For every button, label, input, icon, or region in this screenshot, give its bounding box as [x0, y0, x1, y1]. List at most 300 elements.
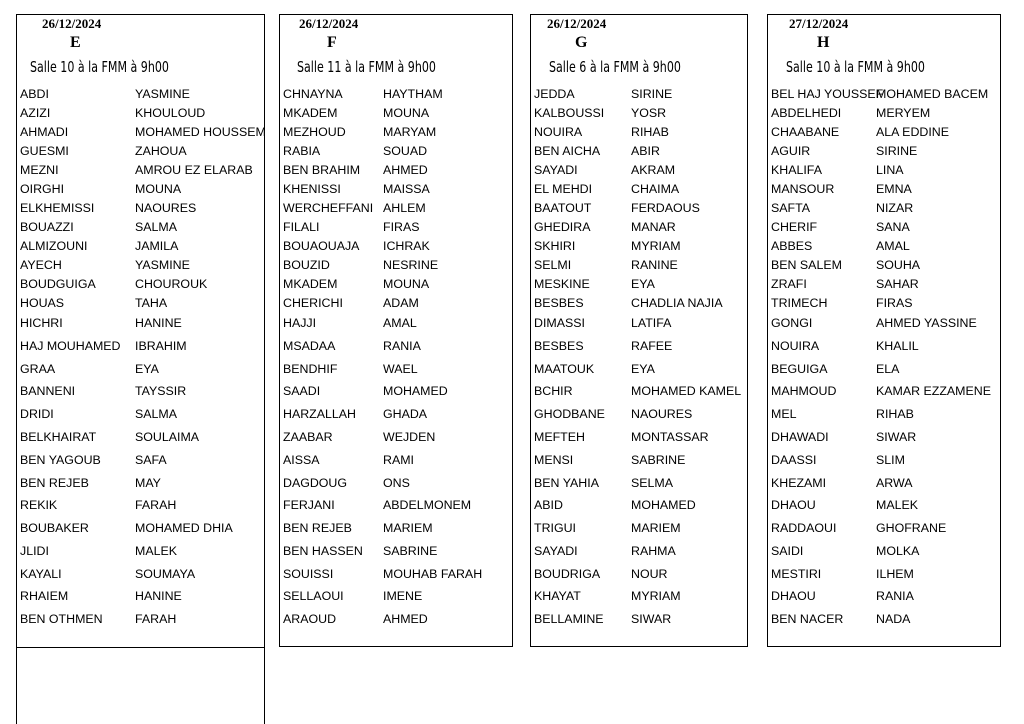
first-name: MALEK — [876, 498, 919, 512]
first-name: SAHAR — [876, 277, 919, 291]
first-name: NADA — [876, 612, 911, 626]
first-name: KAMAR EZZAMENE — [876, 384, 991, 398]
first-name: ARWA — [876, 476, 913, 490]
student-row — [18, 407, 258, 423]
last-name: AHMADI — [20, 125, 69, 139]
last-name: ABDELHEDI — [771, 106, 842, 120]
first-name: MARIEM — [383, 521, 433, 535]
first-name: SELMA — [631, 476, 674, 490]
first-name: FARAH — [135, 498, 177, 512]
first-name: SIRINE — [876, 144, 918, 158]
last-name: BEN NACER — [771, 612, 844, 626]
student-row — [281, 201, 521, 217]
last-name: KHAYAT — [534, 589, 581, 603]
last-name: BOUAOUAJA — [283, 239, 360, 253]
student-row — [281, 544, 521, 560]
student-row — [769, 125, 1009, 141]
student-row — [769, 239, 1009, 255]
group-f-content — [281, 0, 521, 724]
first-name: AHMED — [383, 163, 428, 177]
student-row — [281, 125, 521, 141]
student-row — [18, 453, 258, 469]
first-name: MARIEM — [631, 521, 681, 535]
student-row — [281, 612, 521, 628]
last-name: BEN OTHMEN — [20, 612, 103, 626]
student-row — [532, 544, 772, 560]
first-name: IBRAHIM — [135, 339, 187, 353]
student-row — [281, 144, 521, 160]
room-label: Salle 10 à la FMM à 9h00 — [786, 58, 925, 76]
last-name: HICHRI — [20, 316, 63, 330]
first-name: MOUNA — [383, 277, 430, 291]
student-row — [532, 296, 772, 312]
student-row — [532, 362, 772, 378]
last-name: BELKHAIRAT — [20, 430, 97, 444]
last-name: SAFTA — [771, 201, 811, 215]
last-name: BESBES — [534, 339, 584, 353]
first-name: AKRAM — [631, 163, 676, 177]
first-name: RAFEE — [631, 339, 673, 353]
student-row — [532, 182, 772, 198]
last-name: SOUISSI — [283, 567, 334, 581]
last-name: SKHIRI — [534, 239, 576, 253]
student-row — [769, 339, 1009, 355]
student-row — [769, 258, 1009, 274]
first-name: FARAH — [135, 612, 177, 626]
student-row — [281, 384, 521, 400]
first-name: KHOULOUD — [135, 106, 206, 120]
student-row — [532, 589, 772, 605]
student-row — [18, 498, 258, 514]
student-row — [532, 384, 772, 400]
last-name: DIMASSI — [534, 316, 585, 330]
student-row — [532, 498, 772, 514]
group-e-content — [18, 0, 266, 724]
first-name: CHOUROUK — [135, 277, 208, 291]
first-name: RANIA — [876, 589, 914, 603]
first-name: SOUHA — [876, 258, 921, 272]
student-row — [281, 453, 521, 469]
first-name: SOUMAYA — [135, 567, 196, 581]
student-row — [532, 521, 772, 537]
first-name: RIHAB — [876, 407, 914, 421]
first-name: WEJDEN — [383, 430, 436, 444]
student-row — [281, 220, 521, 236]
student-row — [769, 498, 1009, 514]
last-name: MEZHOUD — [283, 125, 346, 139]
first-name: ZAHOUA — [135, 144, 187, 158]
last-name: KHALIFA — [771, 163, 822, 177]
last-name: BAATOUT — [534, 201, 592, 215]
first-name: WAEL — [383, 362, 418, 376]
student-row — [769, 589, 1009, 605]
last-name: BEN HASSEN — [283, 544, 363, 558]
first-name: SOULAIMA — [135, 430, 200, 444]
last-name: GONGI — [771, 316, 813, 330]
student-row — [532, 453, 772, 469]
last-name: BANNENI — [20, 384, 76, 398]
last-name: GRAA — [20, 362, 56, 376]
last-name: AISSA — [283, 453, 320, 467]
student-row — [18, 339, 258, 355]
last-name: DHAWADI — [771, 430, 829, 444]
first-name: MOUNA — [383, 106, 430, 120]
student-row — [769, 612, 1009, 628]
room-label: Salle 10 à la FMM à 9h00 — [30, 58, 169, 76]
last-name: EL MEHDI — [534, 182, 593, 196]
student-row — [769, 296, 1009, 312]
first-name: NAOURES — [631, 407, 693, 421]
student-row — [769, 277, 1009, 293]
student-row — [18, 296, 258, 312]
last-name: KAYALI — [20, 567, 62, 581]
first-name: MOHAMED HOUSSEM — [135, 125, 266, 139]
first-name: MYRIAM — [631, 589, 681, 603]
first-name: YASMINE — [135, 258, 190, 272]
last-name: HAJ MOUHAMED — [20, 339, 121, 353]
last-name: GHODBANE — [534, 407, 605, 421]
student-row — [769, 476, 1009, 492]
last-name: MKADEM — [283, 277, 338, 291]
student-row — [532, 258, 772, 274]
first-name: GHADA — [383, 407, 428, 421]
last-name: DHAOU — [771, 498, 816, 512]
student-row — [18, 589, 258, 605]
last-name: SAADI — [283, 384, 321, 398]
last-name: AZIZI — [20, 106, 51, 120]
first-name: IMENE — [383, 589, 423, 603]
first-name: ONS — [383, 476, 410, 490]
student-row — [18, 544, 258, 560]
student-row — [532, 239, 772, 255]
first-name: NOUR — [631, 567, 668, 581]
student-row — [769, 407, 1009, 423]
first-name: ALA EDDINE — [876, 125, 949, 139]
last-name: HOUAS — [20, 296, 65, 310]
student-row — [18, 220, 258, 236]
student-row — [18, 163, 258, 179]
last-name: BELLAMINE — [534, 612, 604, 626]
student-row — [769, 430, 1009, 446]
last-name: WERCHEFFANI — [283, 201, 374, 215]
last-name: ABBES — [771, 239, 813, 253]
last-name: MENSI — [534, 453, 574, 467]
last-name: RHAIEM — [20, 589, 69, 603]
student-row — [281, 87, 521, 103]
first-name: MARYAM — [383, 125, 437, 139]
last-name: BEN YAHIA — [534, 476, 599, 490]
last-name: MESTIRI — [771, 567, 822, 581]
last-name: ELKHEMISSI — [20, 201, 95, 215]
last-name: ABID — [534, 498, 563, 512]
first-name: CHADLIA NAJIA — [631, 296, 723, 310]
student-row — [281, 362, 521, 378]
group-date: 26/12/2024 — [299, 16, 359, 31]
student-row — [18, 362, 258, 378]
first-name: MOUNA — [135, 182, 182, 196]
first-name: NESRINE — [383, 258, 439, 272]
first-name: AMROU EZ ELARAB — [135, 163, 253, 177]
room-label: Salle 6 à la FMM à 9h00 — [549, 58, 681, 76]
first-name: AHMED — [383, 612, 428, 626]
last-name: BEGUIGA — [771, 362, 828, 376]
last-name: BOUBAKER — [20, 521, 89, 535]
student-row — [18, 521, 258, 537]
first-name: HANINE — [135, 589, 182, 603]
student-row — [18, 182, 258, 198]
first-name: MAY — [135, 476, 161, 490]
first-name: ELA — [876, 362, 900, 376]
group-h-content — [769, 0, 1009, 724]
first-name: EMNA — [876, 182, 912, 196]
last-name: BOUAZZI — [20, 220, 74, 234]
group-date: 26/12/2024 — [42, 16, 102, 31]
student-row — [532, 201, 772, 217]
student-row — [18, 277, 258, 293]
last-name: SAYADI — [534, 544, 578, 558]
last-name: RABIA — [283, 144, 321, 158]
student-row — [532, 125, 772, 141]
student-row — [18, 316, 258, 332]
first-name: SABRINE — [631, 453, 686, 467]
student-row — [769, 316, 1009, 332]
student-row — [769, 453, 1009, 469]
student-row — [18, 476, 258, 492]
last-name: GUESMI — [20, 144, 69, 158]
first-name: MONTASSAR — [631, 430, 709, 444]
student-row — [532, 316, 772, 332]
student-row — [18, 567, 258, 583]
student-row — [532, 220, 772, 236]
last-name: SAIDI — [771, 544, 804, 558]
student-row — [769, 362, 1009, 378]
first-name: YASMINE — [135, 87, 190, 101]
last-name: SELMI — [534, 258, 572, 272]
student-row — [18, 106, 258, 122]
first-name: AMAL — [876, 239, 910, 253]
first-name: MOHAMED KAMEL — [631, 384, 742, 398]
student-row — [532, 144, 772, 160]
group-e-left-border — [16, 14, 17, 724]
first-name: FIRAS — [876, 296, 913, 310]
last-name: JEDDA — [534, 87, 575, 101]
last-name: KHEZAMI — [771, 476, 827, 490]
first-name: RANIA — [383, 339, 421, 353]
last-name: BEN AICHA — [534, 144, 601, 158]
student-row — [18, 612, 258, 628]
first-name: RIHAB — [631, 125, 669, 139]
first-name: MOUHAB FARAH — [383, 567, 483, 581]
last-name: MANSOUR — [771, 182, 835, 196]
room-label: Salle 11 à la FMM à 9h00 — [297, 58, 436, 76]
student-row — [281, 277, 521, 293]
first-name: SIWAR — [631, 612, 672, 626]
last-name: CHAABANE — [771, 125, 840, 139]
student-row — [532, 106, 772, 122]
last-name: ZRAFI — [771, 277, 807, 291]
first-name: SAFA — [135, 453, 167, 467]
student-row — [281, 316, 521, 332]
last-name: ABDI — [20, 87, 49, 101]
first-name: AMAL — [383, 316, 417, 330]
student-row — [18, 258, 258, 274]
last-name: ZAABAR — [283, 430, 333, 444]
last-name: SELLAOUI — [283, 589, 344, 603]
first-name: SIRINE — [631, 87, 673, 101]
last-name: BEN BRAHIM — [283, 163, 361, 177]
student-row — [281, 163, 521, 179]
last-name: SAYADI — [534, 163, 578, 177]
last-name: REKIK — [20, 498, 58, 512]
last-name: HARZALLAH — [283, 407, 356, 421]
first-name: RAMI — [383, 453, 414, 467]
student-row — [281, 589, 521, 605]
last-name: AYECH — [20, 258, 62, 272]
student-row — [769, 163, 1009, 179]
last-name: NOUIRA — [771, 339, 820, 353]
first-name: ILHEM — [876, 567, 914, 581]
student-row — [18, 144, 258, 160]
student-row — [532, 87, 772, 103]
last-name: BEN SALEM — [771, 258, 842, 272]
last-name: MKADEM — [283, 106, 338, 120]
last-name: AGUIR — [771, 144, 811, 158]
first-name: AHMED YASSINE — [876, 316, 977, 330]
last-name: FERJANI — [283, 498, 335, 512]
student-row — [769, 544, 1009, 560]
first-name: RANINE — [631, 258, 678, 272]
first-name: LINA — [876, 163, 904, 177]
student-row — [532, 430, 772, 446]
first-name: TAHA — [135, 296, 168, 310]
last-name: DHAOU — [771, 589, 816, 603]
student-row — [281, 521, 521, 537]
student-row — [769, 182, 1009, 198]
student-row — [281, 476, 521, 492]
last-name: GHEDIRA — [534, 220, 591, 234]
last-name: BCHIR — [534, 384, 573, 398]
student-row — [769, 106, 1009, 122]
student-row — [532, 339, 772, 355]
first-name: SALMA — [135, 220, 178, 234]
student-row — [18, 239, 258, 255]
group-g-content — [532, 0, 772, 724]
last-name: CHERIF — [771, 220, 818, 234]
last-name: BEN REJEB — [283, 521, 352, 535]
last-name: BOUDRIGA — [534, 567, 601, 581]
group-letter: G — [575, 34, 588, 51]
last-name: KALBOUSSI — [534, 106, 605, 120]
first-name: MOHAMED — [383, 384, 448, 398]
group-date: 27/12/2024 — [789, 16, 849, 31]
student-row — [281, 106, 521, 122]
last-name: BESBES — [534, 296, 584, 310]
first-name: EYA — [135, 362, 159, 376]
student-row — [281, 339, 521, 355]
last-name: MESKINE — [534, 277, 590, 291]
first-name: NIZAR — [876, 201, 914, 215]
student-row — [281, 239, 521, 255]
student-row — [281, 258, 521, 274]
first-name: SOUAD — [383, 144, 428, 158]
first-name: YOSR — [631, 106, 667, 120]
last-name: OIRGHI — [20, 182, 65, 196]
first-name: MOHAMED — [631, 498, 696, 512]
first-name: FERDAOUS — [631, 201, 700, 215]
first-name: ABDELMONEM — [383, 498, 472, 512]
student-row — [769, 220, 1009, 236]
last-name: DAASSI — [771, 453, 817, 467]
student-row — [281, 296, 521, 312]
first-name: EYA — [631, 277, 655, 291]
student-row — [532, 163, 772, 179]
student-row — [532, 407, 772, 423]
student-row — [769, 567, 1009, 583]
first-name: MOHAMED BACEM — [876, 87, 989, 101]
first-name: MOHAMED DHIA — [135, 521, 233, 535]
first-name: NAOURES — [135, 201, 197, 215]
first-name: MAISSA — [383, 182, 430, 196]
first-name: FIRAS — [383, 220, 420, 234]
first-name: MOLKA — [876, 544, 920, 558]
last-name: DAGDOUG — [283, 476, 348, 490]
first-name: SIWAR — [876, 430, 917, 444]
first-name: MALEK — [135, 544, 178, 558]
last-name: KHENISSI — [283, 182, 341, 196]
last-name: TRIGUI — [534, 521, 576, 535]
last-name: BEL HAJ YOUSSEF — [771, 87, 884, 101]
first-name: MANAR — [631, 220, 676, 234]
first-name: SALMA — [135, 407, 178, 421]
last-name: BOUZID — [283, 258, 330, 272]
first-name: AHLEM — [383, 201, 426, 215]
first-name: LATIFA — [631, 316, 672, 330]
student-row — [532, 612, 772, 628]
first-name: SABRINE — [383, 544, 438, 558]
last-name: MEL — [771, 407, 797, 421]
last-name: HAJJI — [283, 316, 317, 330]
last-name: MEFTEH — [534, 430, 585, 444]
last-name: ARAOUD — [283, 612, 337, 626]
student-row — [18, 384, 258, 400]
first-name: HANINE — [135, 316, 182, 330]
student-row — [18, 201, 258, 217]
student-row — [281, 430, 521, 446]
last-name: ALMIZOUNI — [20, 239, 88, 253]
student-row — [18, 87, 258, 103]
student-row — [769, 87, 1009, 103]
group-letter: H — [817, 34, 830, 51]
first-name: EYA — [631, 362, 655, 376]
student-row — [769, 521, 1009, 537]
student-row — [769, 201, 1009, 217]
last-name: RADDAOUI — [771, 521, 837, 535]
first-name: SLIM — [876, 453, 905, 467]
group-date: 26/12/2024 — [547, 16, 607, 31]
first-name: ABIR — [631, 144, 660, 158]
group-letter: F — [327, 34, 337, 51]
last-name: JLIDI — [20, 544, 49, 558]
group-letter: E — [70, 34, 81, 51]
last-name: MEZNI — [20, 163, 59, 177]
student-row — [18, 125, 266, 141]
last-name: MAHMOUD — [771, 384, 837, 398]
first-name: KHALIL — [876, 339, 919, 353]
last-name: NOUIRA — [534, 125, 583, 139]
first-name: JAMILA — [135, 239, 179, 253]
last-name: MSADAA — [283, 339, 336, 353]
first-name: GHOFRANE — [876, 521, 947, 535]
